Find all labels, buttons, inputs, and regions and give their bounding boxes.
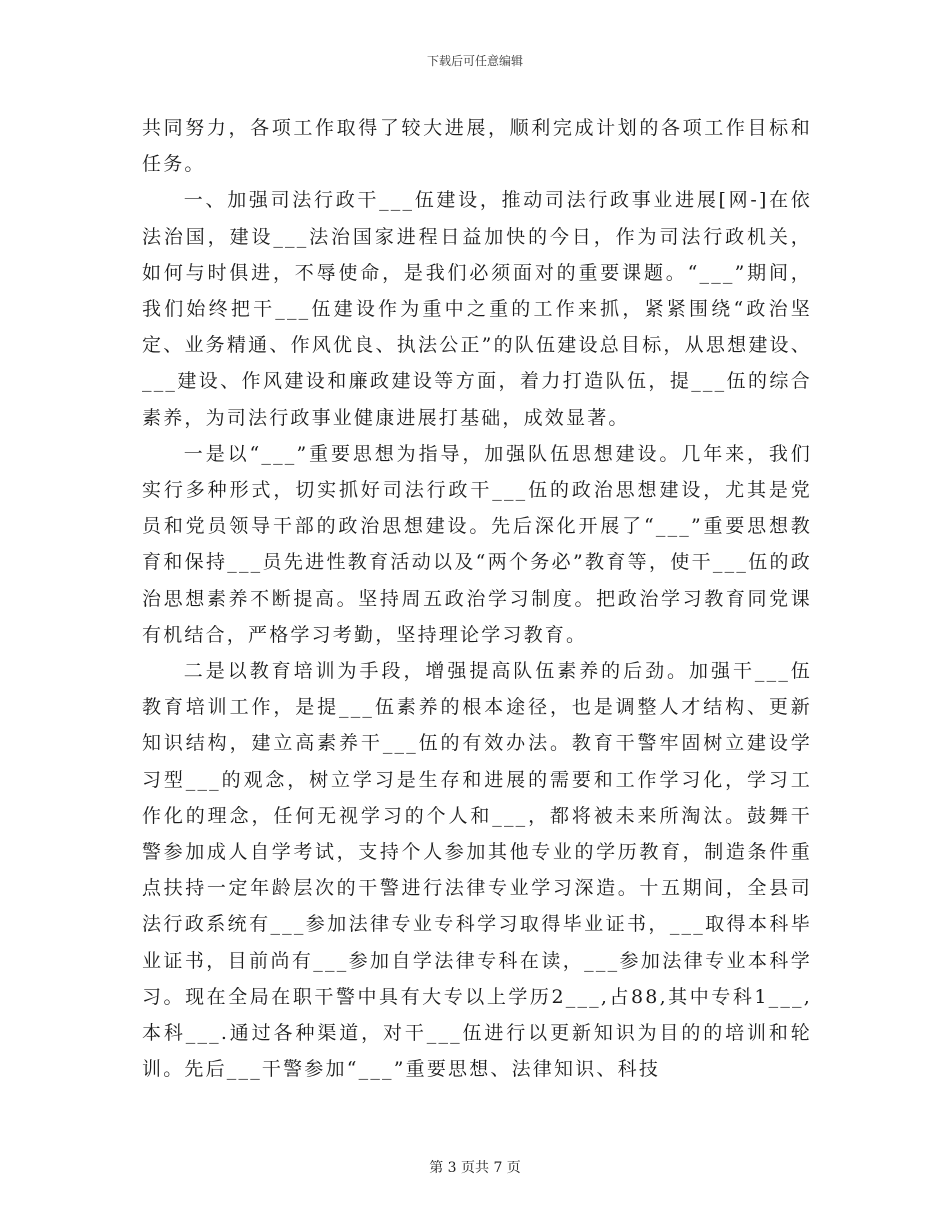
- page-header: 下载后可任意编辑: [426, 54, 523, 68]
- paragraph-section-one: 一、加强司法行政干___伍建设，推动司法行政事业进展[网-]在依法治国，建设___法治国家进程日益加快的今日，作为司法行政机关，如何与时俱进，不辱使命，是我们必须面对的重要课题。“___”期间，我们始终把干___伍建设作为重中之重的工作来抓，紧紧围绕“政治坚定、业务精通、作风优良、执法公正”的队伍建设总目标，从思想建设、___建设、作风建设和廉政建设等方面，着力打造队伍，提___伍的综合素养，为司法行政事业健康进展打基础，成效显著。: [142, 189, 812, 429]
- paragraph-point-one: 一是以“___”重要思想为指导，加强队伍思想建设。几年来，我们实行多种形式，切实抓好司法行政干___伍的政治思想建设，尤其是党员和党员领导干部的政治思想建设。先后深化开展了“___”重要思想教育和保持___员先进性教育活动以及“两个务必”教育等，使干___伍的政治思想素养不断提高。坚持周五政治学习制度。把政治学习教育同党课有机结合，严格学习考勤，坚持理论学习教育。: [142, 442, 812, 646]
- paragraph-continuation: 共同努力，各项工作取得了较大进展，顺利完成计划的各项工作目标和任务。: [142, 117, 812, 176]
- paragraph-point-two: 二是以教育培训为手段，增强提高队伍素养的后劲。加强干___伍教育培训工作，是提___伍素养的根本途径，也是调整人才结构、更新知识结构，建立高素养干___伍的有效办法。教育干警牢固树立建设学习型___的观念，树立学习是生存和进展的需要和工作学习化，学习工作化的理念，任何无视学习的个人和___，都将被未来所淘汰。鼓舞干警参加成人自学考试，支持个人参加其他专业的学历教育，制造条件重点扶持一定年龄层次的干警进行法律专业学习深造。十五期间，全县司法行政系统有___参加法律专业专科学习取得毕业证书，___取得本科毕业证书，目前尚有___参加自学法律专科在读，___参加法律专业本科学习。现在全局在职干警中具有大专以上学历2___,占88,其中专科1___,本科___.通过各种渠道，对干___伍进行以更新知识为目的的培训和轮训。先后___干警参加“___”重要思想、法律知识、科技: [142, 660, 812, 1081]
- document-body: [142, 110, 812, 1087]
- page-footer: 第 3 页共 7 页: [429, 1160, 521, 1176]
